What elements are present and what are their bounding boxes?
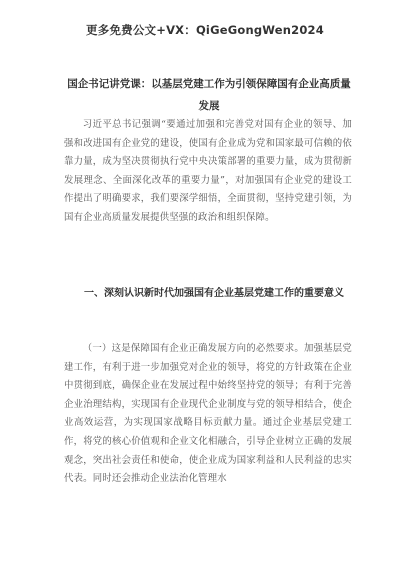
section-heading: 一、深刻认识新时代加强国有企业基层党建工作的重要意义: [84, 288, 344, 299]
intro-paragraph: 习近平总书记强调“要通过加强和完善党对国有企业的领导、加强和改进国有企业党的建设，使国有企业成为党和国家最可信赖的依靠力量，成为坚决贯彻执行党中央决策部署的重要力量，成为贯彻新发展理念、全面深化改革的重要力量”，对加强国有企业党的建设工作提出了明确要求，我们要深学细悟，全面贯彻，坚持党建引领，为国有企业高质量发展提供坚强的政治和组织保障。: [64, 119, 352, 223]
section-paragraph: （一）这是保障国有企业正确发展方向的必然要求。加强基层党建工作，有利于进一步加强党对企业的领导，将党的方针政策在企业中贯彻到底，确保企业在发展过程中始终坚持党的领导；有利于完善企业治理结构，实现国有企业现代企业制度与党的领导相结合，使企业高效运营，为实现国家战略目标贡献力量。通过企业基层党建工作，将党的核心价值观和企业文化相融合，引导企业树立正确的发展观念，突出社会责任和使命，使企业成为国家利益和人民利益的忠实代表。同时还会推动企业法治化管理水: [64, 343, 352, 485]
header-note: 更多免费公文+VX：QiGeGongWen2024: [86, 23, 324, 37]
document-title: 国企书记讲党课：以基层党建工作为引领保障国有企业高质量发展: [67, 78, 351, 112]
